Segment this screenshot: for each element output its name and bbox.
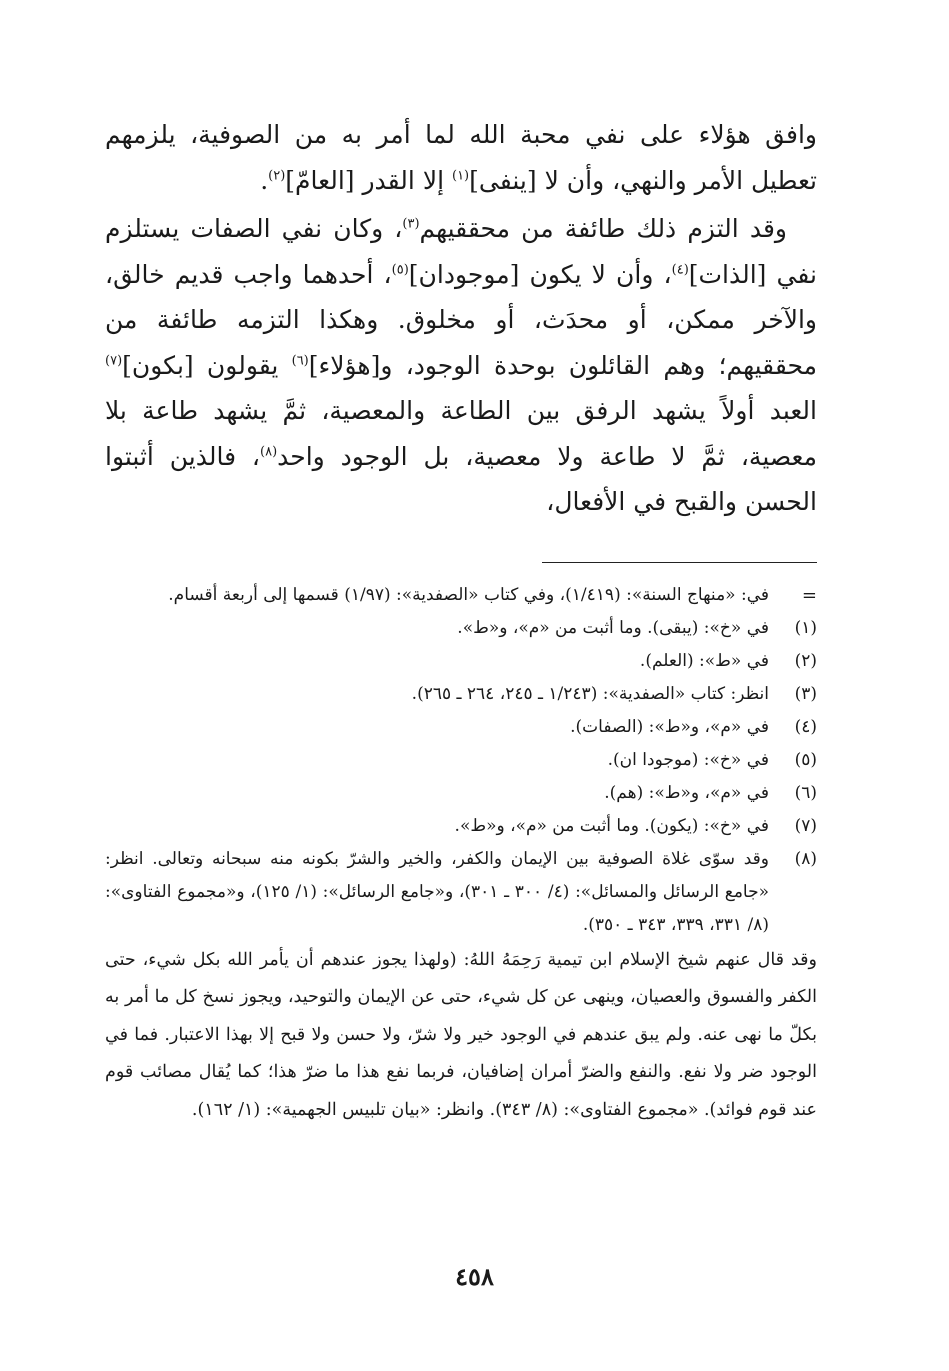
footnote-number: (٧) bbox=[794, 815, 817, 836]
footnote-text: في «ط»: (العلم). bbox=[639, 650, 769, 671]
footnote-ref: (٧) bbox=[105, 353, 123, 369]
footnote bbox=[105, 678, 817, 711]
footnote bbox=[105, 744, 817, 777]
footnote-text: في «خ»: (يكون). وما أثبت من «م»، و«ط». bbox=[454, 815, 769, 836]
footnote-number: (٦) bbox=[794, 782, 817, 803]
main-text bbox=[105, 112, 817, 525]
footnote-ref: (٣) bbox=[402, 216, 420, 232]
text-run: . bbox=[260, 165, 269, 195]
footnote-quote: وقد قال عنهم شيخ الإسلام ابن تيمية رَحِمَهُ اللهُ: (ولهذا يجوز عندهم أن يأمر الله بكل شيء، حتى الكفر والفسوق والعصيان، وينهى عن كل شيء، حتى عن الإيمان والتوحيد، ويجوز نسخ كل ما أمر به بكلّ ما نهى عنه. ولم يبق عندهم في الوجود خير ولا شرّ، ولا حسن ولا قبح إلا بهذا الاعتبار. فما في الوجود ضر ولا نفع. والنفع والضرّ أمران إضافيان، فربما نفع هذا ما ضرّ هذا؛ كما يُقال مصائب قوم عند قوم فوائد). «مجموع الفتاوى»: (٨/ ٣٤٣). وانظر: «بيان تلبيس الجهمية»: (١/ ١٦٢). bbox=[105, 949, 817, 1120]
paragraph bbox=[105, 112, 817, 203]
text-run: ، وأن لا يكون [موجودان] bbox=[408, 259, 672, 289]
footnote-ref: (١) bbox=[451, 168, 470, 184]
footnote-number: (١) bbox=[794, 617, 817, 638]
footnote-text: في: «منهاج السنة»: (١/٤١٩)، وفي كتاب «الصفدية»: (١/٩٧) قسمها إلى أربعة أقسام. bbox=[168, 584, 769, 605]
text-run: ، أحدهما واجب قديم خالق، والآخر ممكن، أو محدَث، أو مخلوق. وهكذا التزمه طائفة من محققيهم؛ وهم القائلون بوحدة الوجود، و[هؤلاء] bbox=[105, 259, 817, 380]
footnote-text: وقد سوّى غلاة الصوفية بين الإيمان والكفر، والخير والشرّ بكونه منه سبحانه وتعالى. انظر: «جامع الرسائل والمسائل»: (٤/ ٣٠٠ ـ ٣٠١)، و«جامع الرسائل»: (١/ ١٢٥)، و«مجموع الفتاوى»: (٨/ ٣٣١، ٣٣٩، ٣٤٣ ـ ٣٥٠). bbox=[105, 848, 770, 935]
footnote bbox=[105, 777, 817, 810]
paragraph bbox=[105, 206, 817, 525]
page-number: ٤٥٨ bbox=[455, 1262, 494, 1291]
footnote-number: (٣) bbox=[794, 683, 817, 704]
footnote bbox=[105, 711, 817, 744]
text-run: ، وكان نفي الصفات يستلزم نفي [الذات] bbox=[105, 214, 818, 289]
footnote-number: = bbox=[801, 584, 817, 606]
footnotes bbox=[105, 579, 817, 1130]
footnote-number: (٥) bbox=[794, 749, 817, 770]
footnote-separator bbox=[542, 562, 817, 563]
footnote bbox=[105, 810, 817, 843]
footnote-ref: (٢) bbox=[268, 168, 286, 184]
text-run: العبد أولاً يشهد الرفق بين الطاعة والمعصية، ثمَّ يشهد طاعة بلا معصية، ثمَّ لا طاعة ولا معصية، بل الوجود واحد bbox=[105, 396, 817, 471]
footnote bbox=[105, 645, 817, 678]
footnote-ref: (٥) bbox=[391, 262, 409, 278]
footnote-number: (٢) bbox=[794, 650, 817, 671]
footnote-text: انظر: كتاب «الصفدية»: (١/٢٤٣ ـ ٢٤٥، ٢٦٤ ـ ٢٦٥). bbox=[411, 683, 769, 704]
text-run: يقولون [بكون] bbox=[122, 350, 292, 380]
footnote-continuation bbox=[105, 579, 817, 612]
text-run: إلا القدر [العامّ] bbox=[285, 165, 452, 195]
footnote-number: (٤) bbox=[794, 716, 817, 737]
footnote-text: في «م»، و«ط»: (هم). bbox=[604, 782, 769, 803]
text-run: ، فالذين أثبتوا الحسن والقبح في الأفعال، bbox=[105, 441, 817, 516]
footnote-text: في «خ»: (موجودا ان). bbox=[607, 749, 769, 770]
footnote-text: في «م»، و«ط»: (الصفات). bbox=[570, 716, 769, 737]
footnote-ref: (٨) bbox=[260, 444, 278, 460]
footnote bbox=[105, 612, 817, 645]
page bbox=[105, 112, 817, 1129]
footnote-number: (٨) bbox=[794, 848, 817, 869]
text-run: وافق هؤلاء على نفي محبة الله لما أمر به من الصوفية، يلزمهم تعطيل الأمر والنهي، وأن لا [ينفى] bbox=[105, 120, 817, 195]
footnote-ref: (٦) bbox=[291, 353, 309, 369]
footnote bbox=[105, 843, 817, 942]
footnote-text: في «خ»: (يبقى). وما أثبت من «م»، و«ط». bbox=[457, 617, 769, 638]
footnote-ref: (٤) bbox=[671, 262, 689, 278]
text-run: وقد التزم ذلك طائفة من محققيهم bbox=[419, 214, 787, 243]
